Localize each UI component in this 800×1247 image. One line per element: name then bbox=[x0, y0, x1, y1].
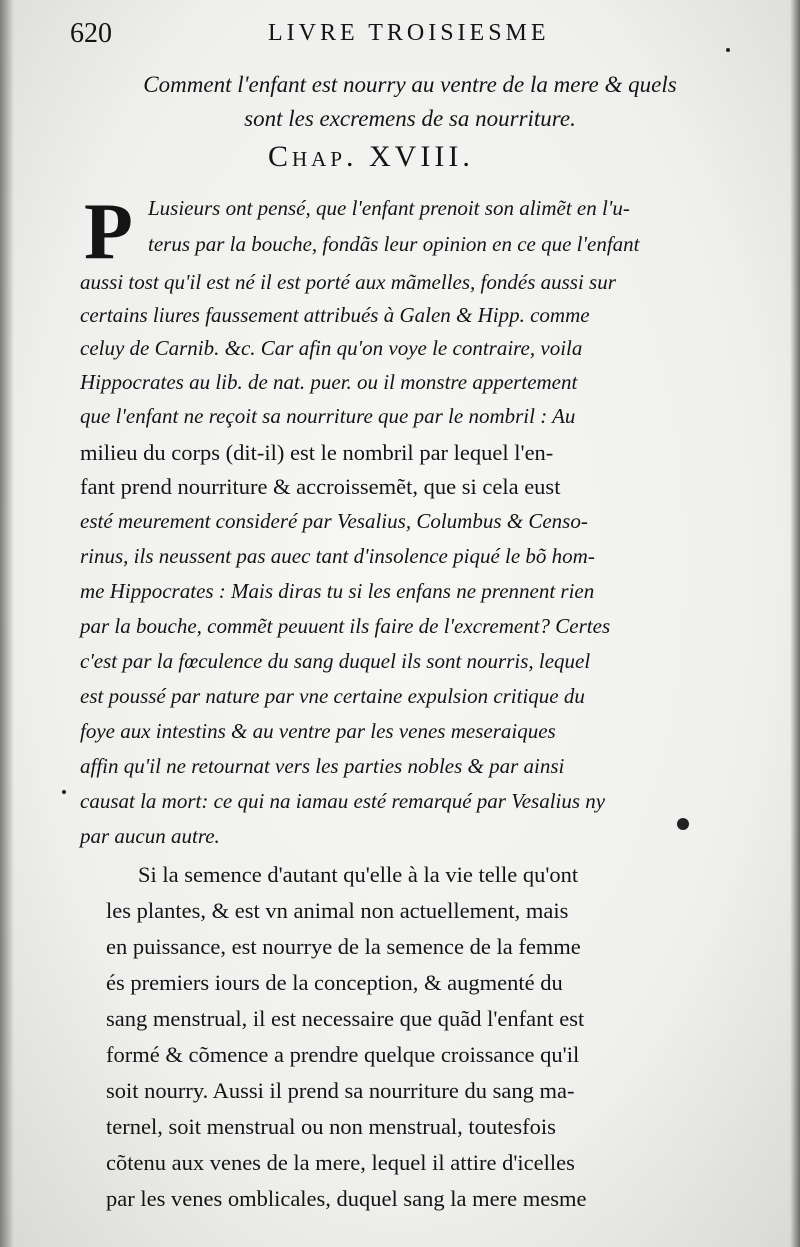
text-line: affin qu'il ne retournat vers les parties nobles & par ainsi bbox=[80, 754, 565, 778]
text-line: celuy de Carnib. &c. Car afin qu'on voye le contraire, voila bbox=[80, 336, 583, 360]
text-line: aussi tost qu'il est né il est porté aux mãmelles, fondés aussi sur bbox=[80, 270, 616, 294]
text-line: ternel, soit menstrual ou non menstrual, toutesfois bbox=[106, 1114, 556, 1139]
ink-blot bbox=[677, 818, 689, 830]
text-line: cõtenu aux venes de la mere, lequel il attire d'icelles bbox=[106, 1150, 575, 1175]
text-line: rinus, ils neussent pas auec tant d'insolence piqué le bõ hom- bbox=[80, 544, 595, 568]
text-line: Lusieurs ont pensé, que l'enfant prenoit son alimẽt en l'u- bbox=[148, 196, 630, 220]
chapter-title-line: Comment l'enfant est nourry au ventre de la mere & quels bbox=[143, 72, 677, 97]
text-line: certains liures faussement attribués à Galen & Hipp. comme bbox=[80, 303, 590, 327]
text-line: en puissance, est nourrye de la semence de la femme bbox=[106, 934, 581, 959]
text-line: par aucun autre. bbox=[80, 824, 220, 848]
text-line: par les venes omblicales, duquel sang la mere mesme bbox=[106, 1186, 587, 1211]
page-number: 620 bbox=[70, 18, 112, 49]
text-line: és premiers iours de la conception, & augmenté du bbox=[106, 970, 563, 995]
text-line: Hippocrates au lib. de nat. puer. ou il monstre appertement bbox=[80, 370, 578, 394]
chapter-number: Chap. XVIII. bbox=[268, 140, 474, 173]
text-line: par la bouche, commẽt peuuent ils faire de l'excrement? Certes bbox=[80, 614, 611, 638]
text-line: que l'enfant ne reçoit sa nourriture que par le nombril : Au bbox=[80, 404, 576, 428]
text-line: fant prend nourriture & accroissemẽt, que si cela eust bbox=[80, 474, 561, 499]
text-line: causat la mort: ce qui na iamau esté remarqué par Vesalius ny bbox=[80, 789, 606, 813]
running-title: LIVRE TROISIESME bbox=[268, 20, 550, 46]
text-line: terus par la bouche, fondãs leur opinion en ce que l'enfant bbox=[148, 232, 640, 256]
text-line: soit nourry. Aussi il prend sa nourriture du sang ma- bbox=[106, 1078, 575, 1103]
text-line: milieu du corps (dit-il) est le nombril par lequel l'en- bbox=[80, 440, 554, 465]
text-line: les plantes, & est vn animal non actuellement, mais bbox=[106, 898, 569, 923]
text-line: est poussé par nature par vne certaine expulsion critique du bbox=[80, 684, 585, 708]
text-line: me Hippocrates : Mais diras tu si les enfans ne prennent rien bbox=[80, 579, 595, 603]
text-line: formé & cõmence a prendre quelque croissance qu'il bbox=[106, 1042, 580, 1067]
text-line: esté meurement consideré par Vesalius, Columbus & Censo- bbox=[80, 509, 588, 533]
text-line: foye aux intestins & au ventre par les venes meseraiques bbox=[80, 719, 556, 743]
drop-cap-letter: P bbox=[84, 188, 133, 276]
ink-speck bbox=[62, 790, 66, 794]
text-line: sang menstrual, il est necessaire que quãd l'enfant est bbox=[106, 1006, 585, 1031]
text-line: Si la semence d'autant qu'elle à la vie telle qu'ont bbox=[138, 862, 579, 887]
chapter-title-line: sont les excremens de sa nourriture. bbox=[244, 106, 576, 131]
ink-speck bbox=[726, 48, 730, 52]
text-line: c'est par la fœculence du sang duquel ils sont nourris, lequel bbox=[80, 649, 591, 673]
